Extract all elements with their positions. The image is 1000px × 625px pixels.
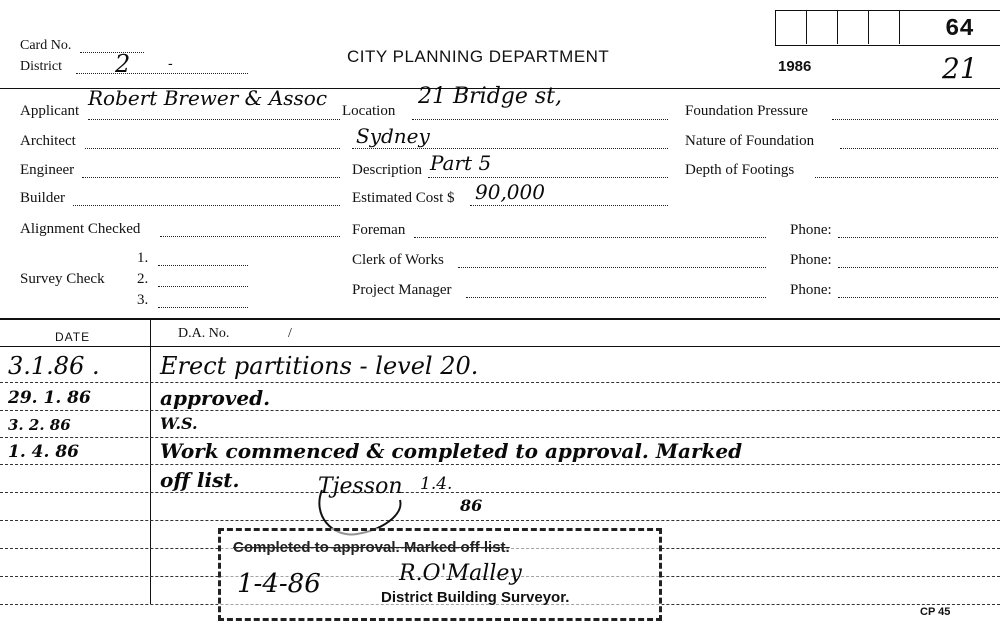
pm-label: Project Manager — [352, 282, 452, 298]
department-title: CITY PLANNING DEPARTMENT — [347, 47, 610, 66]
applicant-dots — [88, 119, 340, 120]
engineer-dots — [82, 177, 340, 178]
survey-dots-1 — [158, 265, 248, 266]
date-header: DATE — [55, 330, 91, 344]
card-subnumber: 21 — [942, 52, 978, 85]
log-entry-date-4: 1. 4. 86 — [8, 442, 79, 462]
da-slash: / — [288, 326, 292, 341]
description-value: Part 5 — [430, 151, 492, 175]
alignment-label: Alignment Checked — [20, 221, 141, 237]
log-entry-text-1: Erect partitions - level 20. — [160, 352, 479, 380]
location-label: Location — [342, 103, 396, 119]
builder-label: Builder — [20, 190, 65, 206]
survey-item-1: 1. — [137, 250, 149, 266]
location-value-1: 21 Bridge st, — [418, 84, 563, 109]
district-value: 2 — [115, 50, 131, 78]
estimated-cost-value: 90,000 — [475, 180, 545, 204]
pm-phone-dots — [838, 297, 998, 298]
builder-dots — [73, 205, 340, 206]
initials-date: 1.4. — [420, 474, 453, 494]
location-dots-2 — [352, 148, 668, 149]
log-entry-text-3: W.S. — [160, 414, 198, 433]
initials-date-2: 86 — [460, 496, 483, 515]
clerk-phone-dots — [838, 267, 998, 268]
stamp-line1: Completed to approval. Marked off list. — [233, 539, 510, 556]
log-row-line — [0, 464, 1000, 465]
da-no-header: D.A. No. — [178, 326, 230, 341]
survey-dots-3 — [158, 307, 248, 308]
card-no-label: Card No. — [20, 38, 72, 53]
survey-item-3: 3. — [137, 292, 149, 308]
foreman-phone-label: Phone: — [790, 222, 832, 238]
location-dots — [412, 119, 668, 120]
survey-item-2: 2. — [137, 271, 149, 287]
nature-label: Nature of Foundation — [685, 133, 815, 149]
description-dots — [428, 177, 668, 178]
description-label: Description — [352, 162, 422, 178]
survey-dots-2 — [158, 286, 248, 287]
architect-dots — [85, 148, 340, 149]
applicant-label: Applicant — [20, 103, 80, 119]
depth-label: Depth of Footings — [685, 162, 795, 178]
log-row-line — [0, 492, 1000, 493]
clerk-label: Clerk of Works — [352, 252, 444, 268]
depth-dots — [815, 177, 998, 178]
foreman-phone-dots — [838, 237, 998, 238]
log-entry-text-4: Work commenced & completed to approval. Marked — [160, 439, 743, 463]
applicant-value: Robert Brewer & Assoc — [88, 86, 328, 110]
log-entry-text-5: off list. — [160, 468, 240, 492]
log-row-line — [0, 520, 1000, 521]
nature-dots — [840, 148, 998, 149]
survey-label: Survey Check — [20, 271, 105, 287]
pm-phone-label: Phone: — [790, 282, 832, 298]
foreman-dots — [414, 237, 766, 238]
clerk-phone-label: Phone: — [790, 252, 832, 268]
log-row-line — [0, 437, 1000, 438]
log-row-line — [0, 410, 1000, 411]
foundation-pressure-dots — [832, 119, 998, 120]
log-entry-date-2: 29. 1. 86 — [8, 388, 91, 408]
card-number: 64 — [945, 16, 974, 43]
location-value-2: Sydney — [356, 124, 430, 148]
card-no-dots — [80, 52, 144, 53]
architect-label: Architect — [20, 133, 76, 149]
foundation-pressure-label: Foundation Pressure — [685, 103, 808, 119]
log-header-rule — [0, 346, 1000, 347]
stamp-title: District Building Surveyor. — [381, 589, 570, 606]
clerk-dots — [458, 267, 766, 268]
foreman-label: Foreman — [352, 222, 406, 238]
district-dots — [76, 73, 248, 74]
estimated-cost-label: Estimated Cost $ — [352, 190, 455, 206]
engineer-label: Engineer — [20, 162, 75, 178]
estimated-cost-dots — [470, 205, 668, 206]
approval-stamp — [218, 528, 662, 621]
district-mark: - — [168, 56, 173, 72]
stamp-date: 1-4-86 — [237, 569, 321, 599]
district-label: District — [20, 59, 62, 74]
log-entry-text-2: approved. — [160, 386, 271, 410]
alignment-dots — [160, 236, 340, 237]
stamp-signature: R.O'Malley — [399, 561, 522, 586]
pm-dots — [466, 297, 766, 298]
year: 1986 — [778, 58, 812, 75]
log-entry-date-3: 3. 2. 86 — [8, 416, 71, 434]
initials-signature: Tjesson — [318, 474, 403, 499]
date-column-divider — [150, 319, 151, 604]
log-entry-date-1: 3.1.86 . — [8, 352, 100, 380]
log-row-line — [0, 382, 1000, 383]
form-code: CP 45 — [920, 606, 951, 618]
